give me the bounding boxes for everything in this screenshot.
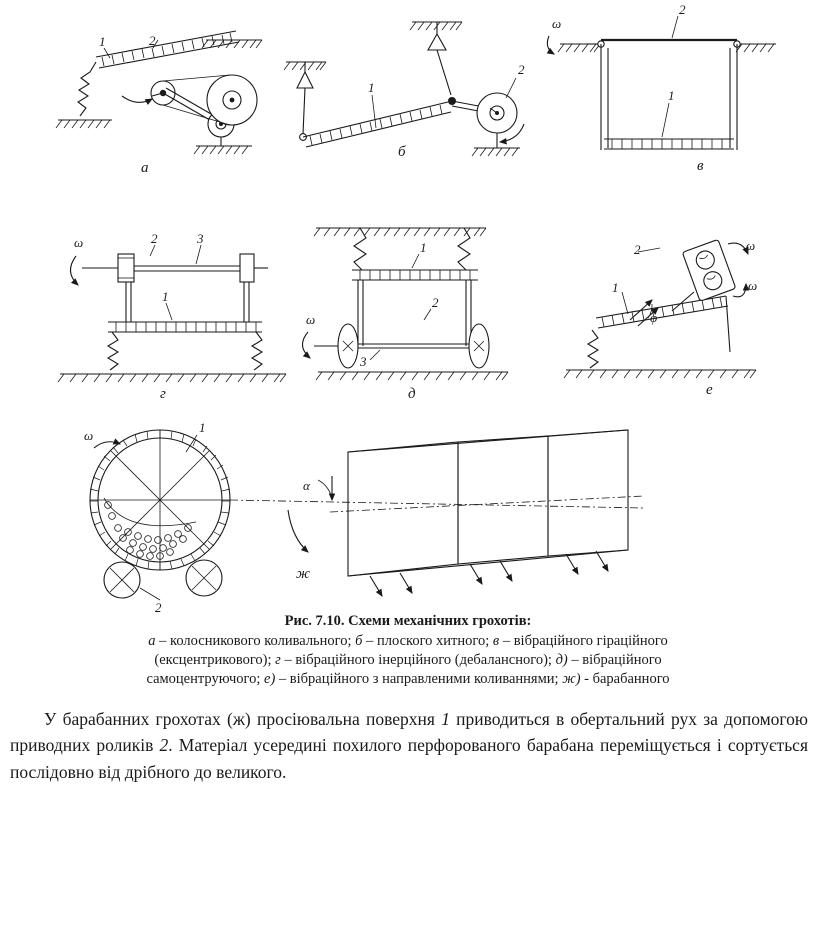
panel-zh-omega: ω: [84, 428, 94, 443]
panel-g-omega: ω: [74, 235, 84, 250]
panel-v-diagram: [547, 2, 776, 174]
panel-d-label-2: 2: [432, 295, 439, 310]
body-paragraph: У барабанних грохотах (ж) просіювальна поверхня 1 приводиться в обертальний рух за допомогою приводних роликів 2. Матеріал усередині похилого перфорованого барабана переміщується і сортується послідовно від дрібного до великого.: [10, 708, 808, 782]
panel-zh-alpha: α: [303, 478, 310, 493]
panel-a-label-1: 1: [99, 34, 106, 49]
panel-g-label-1: 1: [162, 289, 169, 304]
panel-zh-label-1: 1: [199, 420, 206, 435]
panel-b-diagram: [284, 22, 525, 160]
panel-e-omega-top: ω: [746, 238, 756, 253]
caption-title: Рис. 7.10. Схеми механічних грохотів:: [284, 613, 532, 629]
panel-d-diagram: [302, 228, 508, 402]
panel-g-label-2: 2: [151, 231, 158, 246]
panel-v-label-2: 2: [679, 2, 686, 17]
panel-v-label-1: 1: [668, 88, 675, 103]
panel-a-label-2: 2: [149, 33, 156, 48]
panel-e-phi: φ: [650, 310, 658, 325]
panel-zh-diagram: [84, 420, 644, 612]
panel-e-letter: е: [706, 382, 713, 398]
panel-zh-letter: ж: [296, 566, 310, 582]
figure-caption: [28, 612, 788, 690]
panel-b-letter: б: [398, 144, 406, 160]
panel-e-omega-bottom: ω: [748, 278, 758, 293]
panel-d-label-1: 1: [420, 240, 427, 255]
panel-d-label-3: 3: [360, 354, 367, 369]
panel-zh-label-2: 2: [155, 600, 162, 612]
panel-d-letter: д: [408, 386, 416, 402]
panel-g-letter: г: [160, 386, 166, 402]
panel-d-omega: ω: [306, 312, 316, 327]
panel-v-omega: ω: [552, 16, 562, 31]
caption-line-3: самоцентруючого; е) – вібраційного з направленими коливаннями; ж) - барабанного: [146, 671, 670, 688]
panel-g-label-3: 3: [197, 231, 204, 246]
panel-b-label-2: 2: [518, 62, 525, 77]
panel-g-diagram: [58, 231, 286, 402]
panel-a-diagram: [56, 31, 262, 176]
caption-line-1: а – колосникового коливального; б – плоского хитного; в – вібраційного гіраційного: [148, 633, 668, 650]
panel-e-label-2: 2: [634, 242, 641, 257]
caption-line-2: (ексцентрикового); г – вібраційного інерційного (дебалансного); д) – вібраційного: [154, 652, 662, 669]
panel-a-letter: а: [141, 160, 149, 176]
panel-e-label-1: 1: [612, 280, 619, 295]
panel-v-letter: в: [697, 158, 704, 174]
panel-e-diagram: [564, 238, 757, 398]
panel-b-label-1: 1: [368, 80, 375, 95]
